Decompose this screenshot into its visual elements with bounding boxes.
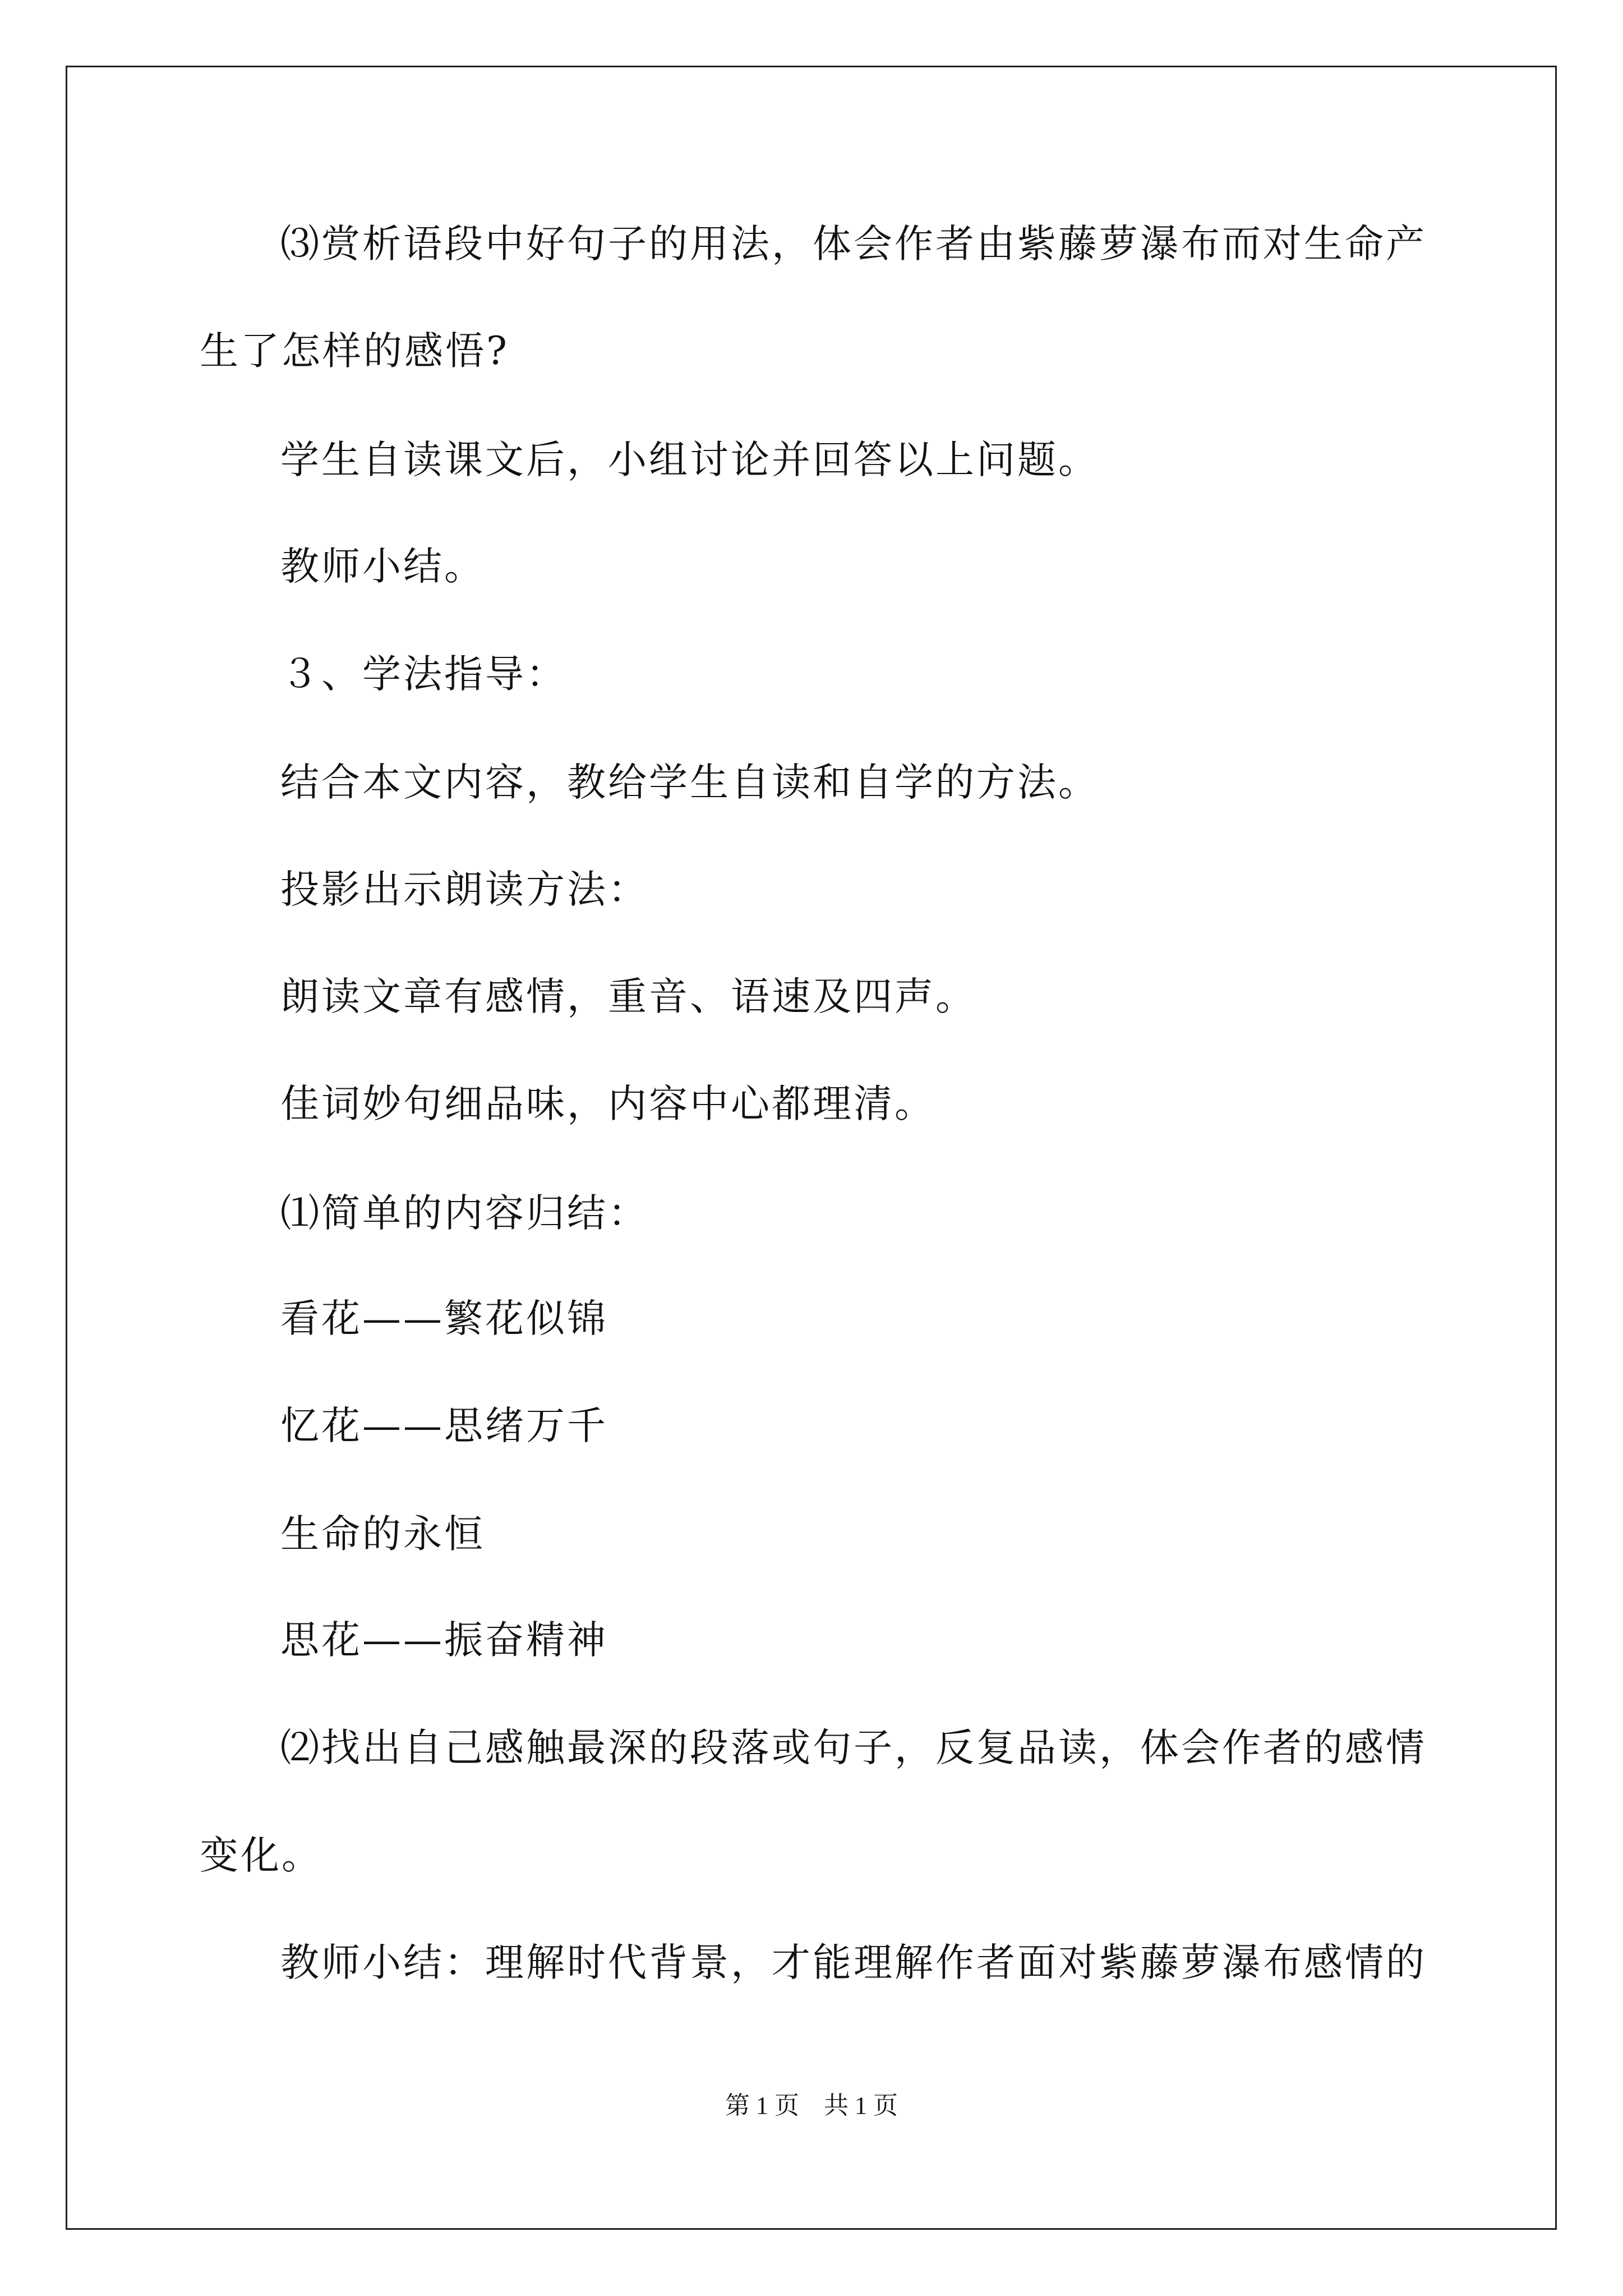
paragraph-line: 生了怎样的感悟? [200,329,509,374]
paragraph-line: ⑵找出自己感触最深的段落或句子，反复品读，体会作者的感情 [280,1726,1427,1770]
paragraph-line: 忆花——思绪万千 [280,1404,608,1448]
page-number: 第 1 页 共 1 页 [725,2092,898,2119]
page-border [66,66,1557,2230]
paragraph-line: 投影出示朗读方法： [280,867,649,912]
paragraph-line: 生命的永恒 [280,1512,485,1557]
paragraph-line: 朗读文章有感情，重音、语速及四声。 [280,974,976,1019]
paragraph-line: 教师小结：理解时代背景，才能理解作者面对紫藤萝瀑布感情的 [280,1940,1427,1985]
paragraph-line: 结合本文内容，教给学生自读和自学的方法。 [280,760,1099,805]
paragraph-line: 看花——繁花似锦 [280,1296,608,1341]
paragraph-line: 学生自读课文后，小组讨论并回答以上问题。 [280,438,1099,482]
paragraph-line: ⑴简单的内容归结： [280,1191,649,1236]
section-heading: ３、学法指导： [280,652,567,697]
page-footer [0,2089,1623,2123]
paragraph-line: ⑶赏析语段中好句子的用法，体会作者由紫藤萝瀑布而对生命产 [280,222,1427,266]
paragraph-line: 思花——振奋精神 [280,1618,608,1663]
paragraph-line: 佳词妙句细品味，内容中心都理清。 [280,1082,935,1126]
paragraph-line: 变化。 [200,1833,322,1878]
paragraph-line: 教师小结。 [280,544,485,589]
